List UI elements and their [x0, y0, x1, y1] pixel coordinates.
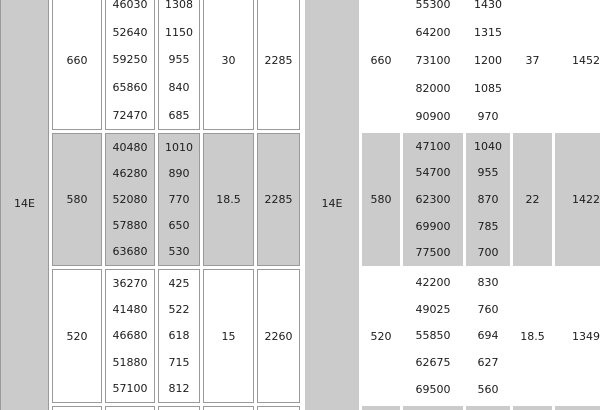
- table-value: 627: [477, 356, 499, 370]
- cut-cell: [257, 406, 300, 410]
- boom-length: 520: [66, 329, 88, 343]
- table-value: 530: [168, 245, 190, 259]
- load-value: 51880: [112, 355, 148, 369]
- cut-cell: [403, 406, 463, 410]
- load-column-cell: [105, 0, 155, 130]
- boom-length-cell: [52, 133, 102, 266]
- load-value: 69500: [415, 383, 451, 397]
- load-column-cell: [403, 0, 463, 130]
- table-value: 425: [168, 276, 190, 290]
- load-value: 59250: [112, 53, 148, 67]
- table-value: 694: [477, 329, 499, 343]
- model-cell: [0, 0, 49, 410]
- boom-length-cell: [362, 133, 400, 266]
- load-value: 36270: [112, 276, 148, 290]
- boom-length-cell: [362, 269, 400, 403]
- load-value: 62675: [415, 356, 451, 370]
- table-value: 685: [168, 108, 190, 122]
- load-value: 90900: [415, 109, 451, 123]
- table-value: 770: [168, 192, 190, 206]
- table-value: 560: [477, 383, 499, 397]
- cut-cell: [466, 406, 510, 410]
- param-cell: [203, 133, 254, 266]
- table-value: 618: [168, 329, 190, 343]
- load-value: 41480: [112, 303, 148, 317]
- table-value: 522: [168, 303, 190, 317]
- table-value: 1200: [474, 53, 502, 67]
- height-cell: [257, 269, 300, 403]
- right-load-table: [305, 0, 600, 410]
- height-value: 2260: [264, 329, 293, 343]
- model-label: 14E: [14, 196, 35, 210]
- load-value: 42200: [415, 275, 451, 289]
- load-value: 63680: [112, 245, 148, 259]
- model-cell: [305, 0, 359, 410]
- load-value: 46680: [112, 329, 148, 343]
- height-value: 2285: [264, 193, 293, 206]
- cut-cell: [203, 406, 254, 410]
- value-column-cell: [158, 0, 200, 130]
- load-value: 77500: [415, 246, 451, 260]
- param-cell: [513, 0, 552, 130]
- load-value: 57880: [112, 219, 148, 233]
- table-value: 1315: [474, 25, 502, 39]
- load-value: 49025: [415, 302, 451, 316]
- param-value: 15: [221, 329, 236, 343]
- boom-length-cell: [362, 0, 400, 130]
- param-value: 37: [525, 53, 540, 67]
- table-value: 700: [477, 246, 499, 260]
- table-value: 812: [168, 382, 190, 396]
- table-value: 1308: [165, 0, 193, 12]
- height-value: 1349: [572, 329, 600, 343]
- cut-cell: [52, 406, 102, 410]
- load-column-cell: [403, 133, 463, 266]
- cut-cell: [158, 406, 200, 410]
- param-value: 18.5: [520, 329, 545, 343]
- table-value: 1150: [165, 25, 193, 39]
- load-value: 55850: [415, 329, 451, 343]
- load-value: 82000: [415, 81, 451, 95]
- load-value: 64200: [415, 25, 451, 39]
- cut-cell: [555, 406, 600, 410]
- cut-cell: [513, 406, 552, 410]
- value-column-cell: [158, 133, 200, 266]
- param-value: 18.5: [216, 193, 241, 206]
- height-value: 1452: [572, 53, 600, 67]
- load-value: 47100: [415, 139, 451, 153]
- param-cell: [203, 0, 254, 130]
- load-column-cell: [403, 269, 463, 403]
- load-value: 55300: [415, 0, 451, 11]
- boom-length-cell: [52, 269, 102, 403]
- param-cell: [203, 269, 254, 403]
- table-value: 1430: [474, 0, 502, 11]
- boom-length: 580: [66, 193, 88, 206]
- load-value: 57100: [112, 382, 148, 396]
- table-value: 955: [168, 53, 190, 67]
- load-value: 52640: [112, 25, 148, 39]
- load-value: 72470: [112, 108, 148, 122]
- cut-cell: [362, 406, 400, 410]
- cut-cell: [105, 406, 155, 410]
- value-column-cell: [466, 133, 510, 266]
- load-value: 46030: [112, 0, 148, 12]
- table-value: 830: [477, 275, 499, 289]
- param-value: 30: [221, 53, 236, 67]
- load-value: 40480: [112, 140, 148, 154]
- param-cell: [513, 133, 552, 266]
- load-value: 69900: [415, 219, 451, 233]
- load-value: 65860: [112, 81, 148, 95]
- table-value: 1085: [474, 81, 502, 95]
- height-cell: [555, 269, 600, 403]
- param-value: 22: [525, 193, 540, 206]
- load-value: 46280: [112, 166, 148, 180]
- boom-length: 660: [66, 53, 88, 67]
- load-column-cell: [105, 133, 155, 266]
- load-value: 73100: [415, 53, 451, 67]
- load-value: 54700: [415, 166, 451, 180]
- table-value: 1010: [165, 140, 193, 154]
- table-value: 955: [477, 166, 499, 180]
- value-column-cell: [466, 269, 510, 403]
- boom-length: 520: [370, 329, 392, 343]
- param-cell: [513, 269, 552, 403]
- boom-length: 660: [370, 53, 392, 67]
- table-value: 890: [168, 166, 190, 180]
- height-cell: [257, 133, 300, 266]
- height-cell: [257, 0, 300, 130]
- boom-length-cell: [52, 0, 102, 130]
- height-value: 1422: [572, 193, 600, 206]
- table-value: 870: [477, 192, 499, 206]
- load-value: 62300: [415, 192, 451, 206]
- table-value: 970: [477, 109, 499, 123]
- height-value: 2285: [264, 53, 293, 67]
- boom-length: 580: [370, 193, 392, 206]
- table-value: 840: [168, 81, 190, 95]
- table-value: 1040: [474, 139, 502, 153]
- value-column-cell: [466, 0, 510, 130]
- load-value: 52080: [112, 192, 148, 206]
- table-value: 650: [168, 219, 190, 233]
- value-column-cell: [158, 269, 200, 403]
- table-value: 785: [477, 219, 499, 233]
- table-value: 715: [168, 355, 190, 369]
- model-label: 14E: [321, 196, 343, 210]
- table-value: 760: [477, 302, 499, 316]
- height-cell: [555, 0, 600, 130]
- height-cell: [555, 133, 600, 266]
- load-column-cell: [105, 269, 155, 403]
